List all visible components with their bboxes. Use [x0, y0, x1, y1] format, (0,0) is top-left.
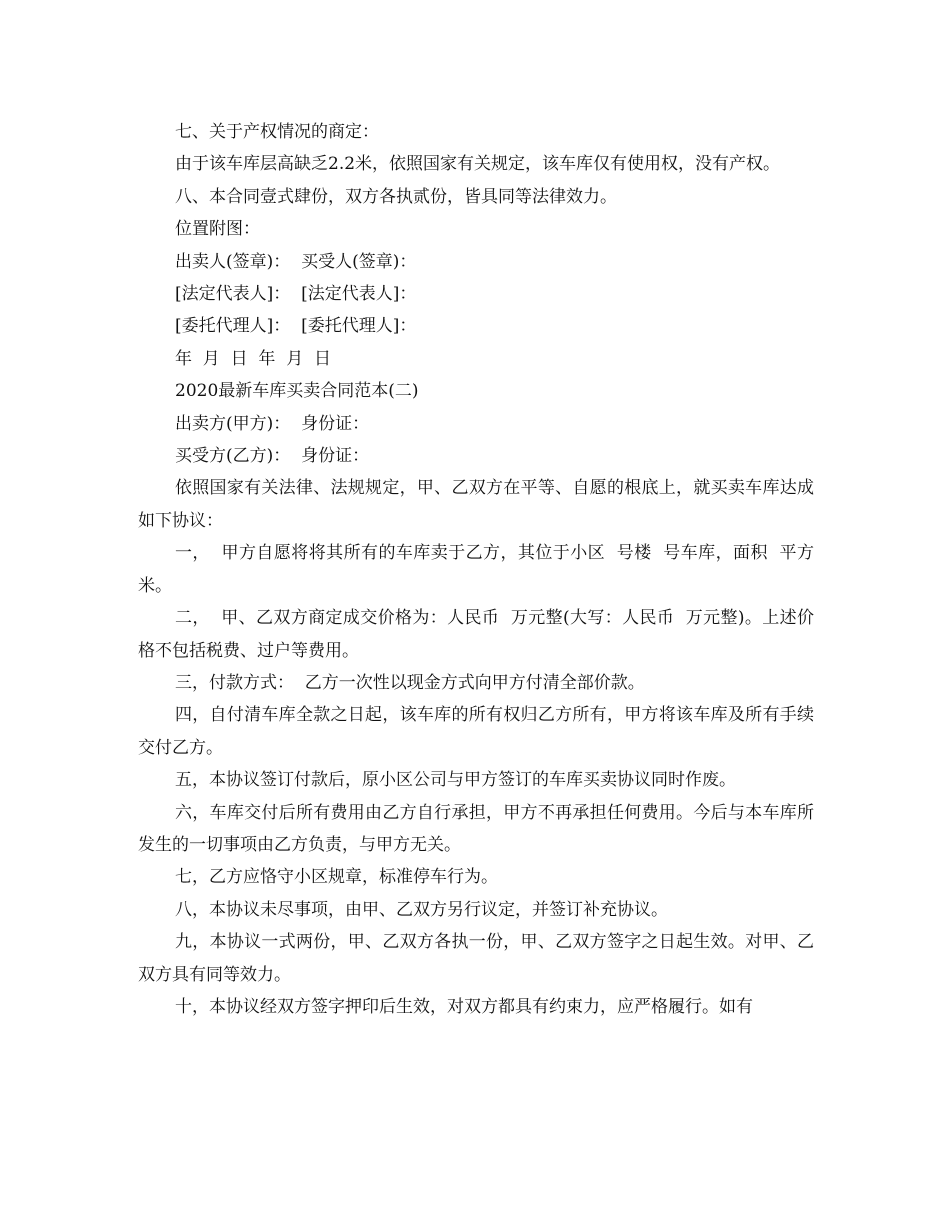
paragraph-clause-6: 六，车库交付后所有费用由乙方自行承担，甲方不再承担任何费用。今后与本车库所发生的一切事项由乙方负责，与甲方无关。 — [138, 802, 814, 855]
paragraph-copies-clause: 八、本合同壹式肆份，双方各执贰份，皆具同等法律效力。 — [175, 186, 617, 207]
paragraph-clause-7: 七，乙方应恪守小区规章，标准停车行为。 — [175, 867, 498, 888]
paragraph-clause-5: 五，本协议签订付款后，原小区公司与甲方签订的车库买卖协议同时作废。 — [175, 770, 736, 791]
paragraph-clause-2: 二， 甲、乙双方商定成交价格为：人民币 万元整(大写：人民币 万元整)。上述价格不包括税费、过户等费用。 — [138, 608, 814, 661]
paragraph-party-b: 买受方(乙方)： 身份证： — [175, 446, 370, 467]
paragraph-authorized-agent: [委托代理人]： [委托代理人]： — [175, 316, 417, 337]
paragraph-preamble: 依照国家有关法律、法规规定，甲、乙双方在平等、自愿的根底上，就买卖车库达成如下协议： — [138, 478, 814, 531]
paragraph-clause-10: 十，本协议经双方签字押印后生效，对双方都具有约束力，应严格履行。如有 — [175, 996, 753, 1017]
paragraph-legal-representative: [法定代表人]： [法定代表人]： — [175, 284, 417, 305]
paragraph-clause-3: 三，付款方式： 乙方一次性以现金方式向甲方付清全部价款。 — [175, 672, 645, 693]
paragraph-clause-8: 八，本协议未尽事项，由甲、乙双方另行议定，并签订补充协议。 — [175, 899, 668, 920]
paragraph-location-map: 位置附图： — [175, 219, 260, 240]
paragraph-party-a: 出卖方(甲方)： 身份证： — [175, 413, 370, 434]
paragraph-property-rights-text: 由于该车库层高缺乏2.2米，依照国家有关规定，该车库仅有使用权，没有产权。 — [175, 154, 781, 175]
document-body — [138, 116, 814, 1023]
paragraph-clause-1: 一， 甲方自愿将将其所有的车库卖于乙方，其位于小区 号楼 号车库，面积 平方米。 — [138, 543, 814, 596]
paragraph-property-rights-heading: 七、关于产权情况的商定： — [175, 122, 379, 142]
paragraph-contract-title-2: 2020最新车库买卖合同范本(二) — [175, 381, 419, 402]
paragraph-clause-9: 九，本协议一式两份，甲、乙双方各执一份，甲、乙双方签字之日起生效。对甲、乙双方具有同等效力。 — [138, 932, 814, 985]
paragraph-seller-buyer-seal: 出卖人(签章)： 买受人(签章)： — [175, 251, 417, 272]
paragraph-clause-4: 四，自付清车库全款之日起，该车库的所有权归乙方所有，甲方将该车库及所有手续交付乙方。 — [138, 705, 814, 758]
paragraph-date-line: 年 月 日 年 月 日 — [175, 348, 332, 369]
